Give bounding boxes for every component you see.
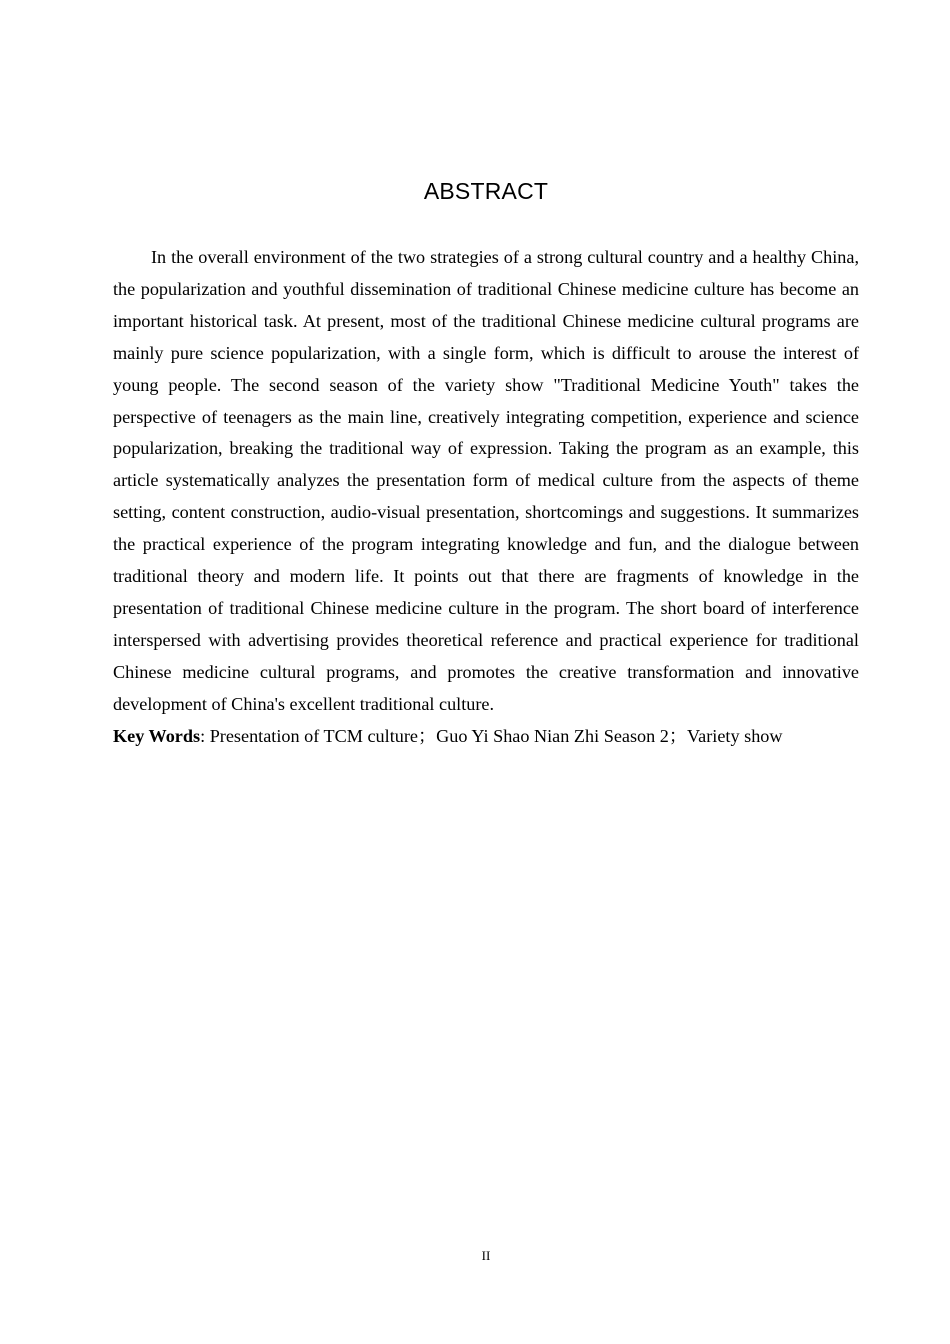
keywords-separator: : [200, 726, 210, 746]
abstract-title: ABSTRACT [423, 178, 549, 204]
page-number: II [481, 1248, 491, 1263]
keywords-text: Presentation of TCM culture；Guo Yi Shao Nian Zhi Season 2；Variety show [209, 726, 783, 746]
keywords-line [113, 721, 859, 753]
keywords-label: Key Words [113, 726, 201, 746]
abstract-body: In the overall environment of the two strategies of a strong cultural country and a healthy China, the popularization and youthful dissemination of traditional Chinese medicine culture has become an important historical task. At present, most of the traditional Chinese medicine cultural programs are mainly pure science popularization, with a single form, which is difficult to arouse the interest of young people. The second season of the variety show "Traditional Medicine Youth" takes the perspective of teenagers as the main line, creatively integrating competition, experience and science popularization, breaking the traditional way of expression. Taking the program as an example, this article systematically analyzes the presentation form of medical culture from the aspects of theme setting, content construction, audio-visual presentation, shortcomings and suggestions. It summarizes the practical experience of the program integrating knowledge and fun, and the dialogue between traditional theory and modern life. It points out that there are fragments of knowledge in the presentation of traditional Chinese medicine culture in the program. The short board of interference interspersed with advertising provides theoretical reference and practical experience for traditional Chinese medicine cultural programs, and promotes the creative transformation and innovative development of China's excellent traditional culture. [113, 247, 859, 714]
